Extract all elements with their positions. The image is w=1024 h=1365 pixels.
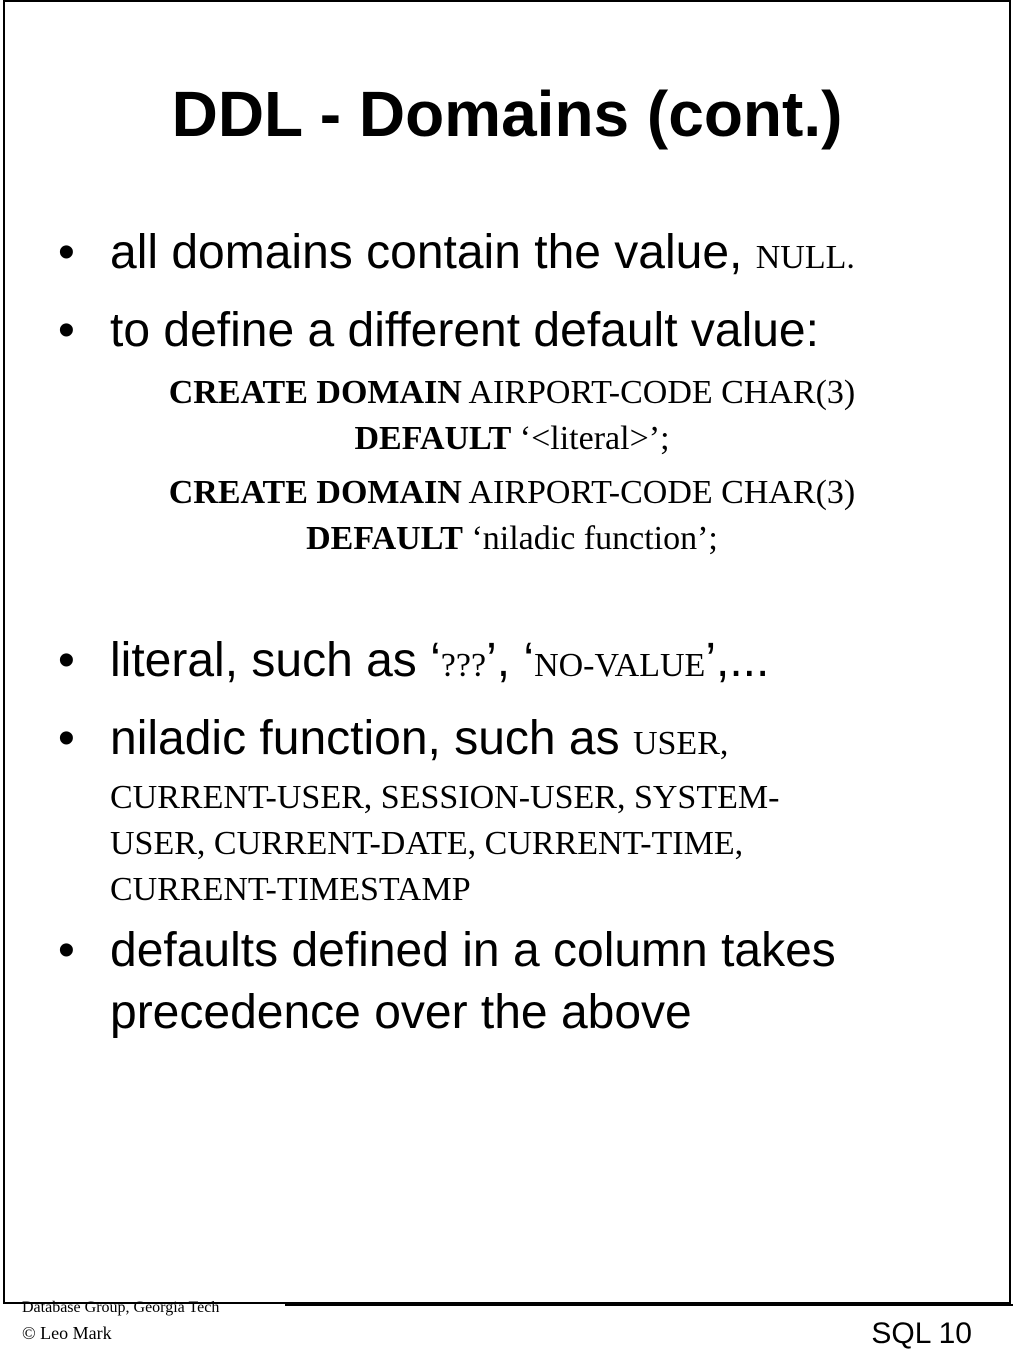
footer-org: Database Group, Georgia Tech bbox=[22, 1299, 220, 1316]
bullet-item bbox=[58, 630, 938, 697]
bullet-item bbox=[58, 920, 938, 1044]
bullet-item bbox=[58, 300, 938, 362]
code-line: DEFAULT ‘niladic function’; bbox=[306, 520, 718, 557]
code-example-niladic bbox=[0, 470, 1024, 562]
code-line: DEFAULT ‘<literal>’; bbox=[354, 420, 670, 457]
code-line: CREATE DOMAIN AIRPORT-CODE CHAR(3) bbox=[168, 474, 856, 511]
code-line: CREATE DOMAIN AIRPORT-CODE CHAR(3) bbox=[168, 374, 856, 411]
footer-copyright: © Leo Mark bbox=[22, 1323, 112, 1343]
bullet-icon: • bbox=[58, 924, 75, 977]
bullet-item bbox=[58, 708, 938, 913]
bullet-text: defaults defined in a column takes precedence over the above bbox=[110, 924, 836, 1039]
bullet-text: all domains contain the value, NULL. bbox=[110, 226, 855, 279]
code-example-literal bbox=[0, 370, 1024, 462]
bullet-icon: • bbox=[58, 712, 75, 765]
bullet-item bbox=[58, 222, 938, 289]
bullet-icon: • bbox=[58, 226, 75, 279]
bullet-text: niladic function, such as USER, CURRENT-USER, SESSION-USER, SYSTEM- USER, CURRENT-DATE, CURRENT-TIME, CURRENT-TIMESTAMP bbox=[110, 712, 780, 908]
slide-number: SQL 10 bbox=[871, 1317, 972, 1350]
bullet-icon: • bbox=[58, 634, 75, 687]
footer-divider bbox=[285, 1304, 1013, 1306]
bullet-icon: • bbox=[58, 304, 75, 357]
bullet-text: literal, such as ‘???’, ‘NO-VALUE’,... bbox=[110, 634, 770, 687]
bullet-text: to define a different default value: bbox=[110, 304, 819, 357]
slide-title: DDL - Domains (cont.) bbox=[171, 78, 843, 150]
